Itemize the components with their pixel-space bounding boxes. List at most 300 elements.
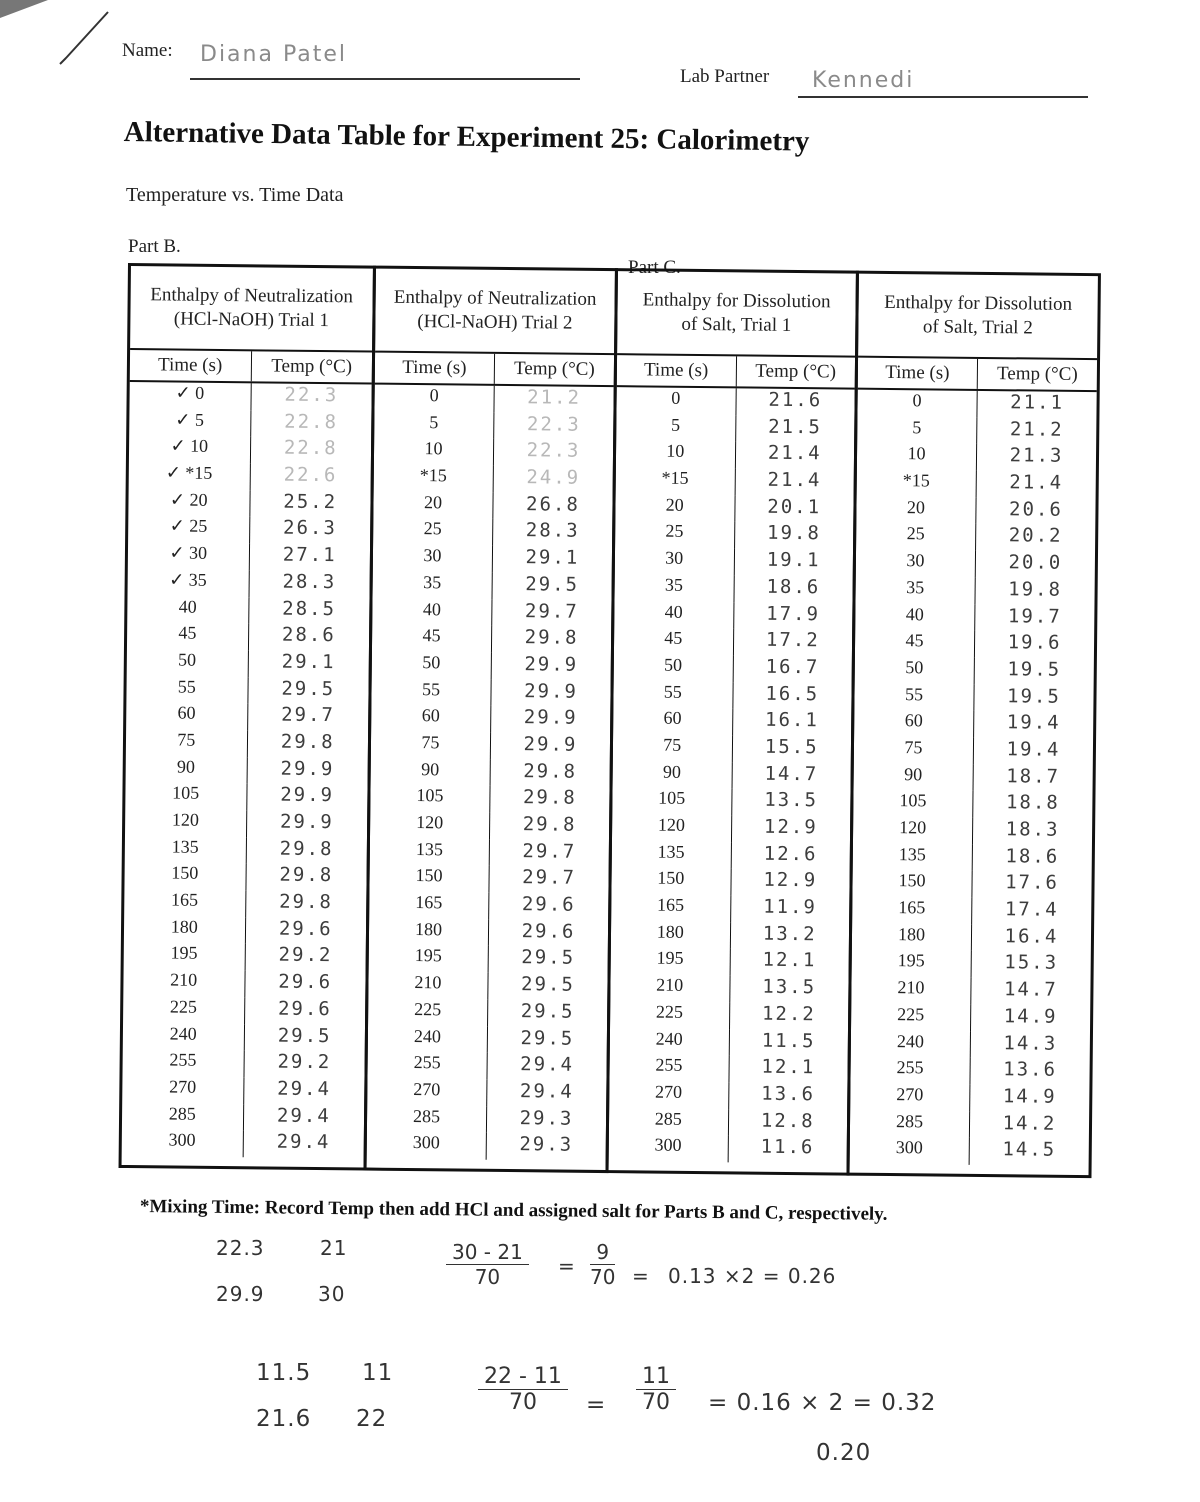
work-value: 11.5 xyxy=(256,1360,312,1386)
table-row xyxy=(854,683,1093,712)
temp-cell: 18.3 xyxy=(1005,818,1060,841)
table-row xyxy=(371,732,610,761)
temp-cell: 21.4 xyxy=(1009,471,1064,494)
temp-cell: 21.5 xyxy=(768,415,823,438)
table-row xyxy=(857,470,1096,499)
table-row xyxy=(853,790,1092,819)
table-row xyxy=(613,707,851,736)
temp-cell: 19.8 xyxy=(1008,578,1063,601)
temp-cell: 22.3 xyxy=(526,439,581,463)
temp-cell: 18.7 xyxy=(1006,764,1061,788)
table-row xyxy=(609,1134,847,1163)
temp-cell: 14.5 xyxy=(1002,1138,1057,1162)
table-row xyxy=(616,440,854,469)
temp-cell: 18.6 xyxy=(1005,844,1060,868)
time-cell: 90 xyxy=(613,761,733,789)
time-cell: 150 xyxy=(852,870,972,898)
name-value: Diana Patel xyxy=(200,42,347,67)
time-cell: 210 xyxy=(368,972,488,1000)
table-row xyxy=(614,574,852,603)
time-cell: 195 xyxy=(369,945,489,973)
temp-cell: 13.6 xyxy=(1003,1058,1058,1081)
temp-cell: 12.8 xyxy=(760,1109,815,1132)
temp-cell: 29.7 xyxy=(522,839,577,863)
time-cell: 285 xyxy=(367,1105,487,1133)
time-cell: 150 xyxy=(124,862,246,890)
table-row xyxy=(371,758,610,787)
table-row xyxy=(851,1003,1090,1032)
table-row xyxy=(128,489,370,518)
time-cell: 60 xyxy=(126,702,248,730)
work-equals: = xyxy=(632,1264,650,1288)
time-cell: 50 xyxy=(372,651,492,679)
scan-corner-mark xyxy=(0,0,48,18)
table-row xyxy=(122,1129,364,1158)
temp-cell: 29.4 xyxy=(277,1077,332,1101)
temp-cell: 16.1 xyxy=(764,708,819,732)
temp-cell: 19.1 xyxy=(766,548,821,572)
table-row xyxy=(856,550,1095,579)
temp-cell: 19.6 xyxy=(1007,631,1062,654)
table-row xyxy=(616,414,854,443)
time-cell: 5 xyxy=(374,411,494,439)
time-cell: 240 xyxy=(123,1022,245,1050)
temp-cell: 29.9 xyxy=(279,810,334,834)
work-fraction: $\frac{9}{70}$ xyxy=(590,1240,616,1289)
table-row xyxy=(611,921,849,950)
time-cell: 35 xyxy=(373,571,493,599)
time-cell: ✓ 0 xyxy=(129,382,251,410)
table-row xyxy=(125,782,367,811)
time-cell: 0 xyxy=(857,390,977,418)
work-value: 22.3 xyxy=(216,1236,265,1260)
time-cell: 135 xyxy=(370,838,490,866)
time-column-header: Time (s) xyxy=(375,353,495,384)
time-column-header: Time (s) xyxy=(130,350,252,381)
table-row xyxy=(126,756,368,785)
table-row xyxy=(612,787,850,816)
time-cell: 300 xyxy=(122,1129,244,1157)
temp-cell: 19.8 xyxy=(766,522,821,545)
time-cell: *15 xyxy=(857,470,977,498)
table-row xyxy=(126,729,368,758)
table-row xyxy=(852,923,1091,952)
time-cell: 180 xyxy=(852,923,972,951)
table-row xyxy=(368,1025,607,1054)
temp-cell: 29.4 xyxy=(520,1053,575,1076)
temp-cell: 22.3 xyxy=(526,412,581,436)
table-row xyxy=(851,1030,1090,1059)
table-row xyxy=(123,969,365,998)
temp-cell: 29.7 xyxy=(524,599,579,623)
table-row xyxy=(853,843,1092,872)
table-heading: Enthalpy of Neutralization (HCl-NaOH) Trial 1 xyxy=(130,266,373,353)
time-cell: 255 xyxy=(367,1052,487,1080)
mixing-time-note: *Mixing Time: Record Temp then add HCl and assigned salt for Parts B and C, respectively. xyxy=(139,1196,888,1225)
time-cell: 105 xyxy=(853,790,973,818)
temp-cell: 29.4 xyxy=(519,1080,574,1103)
time-cell: 40 xyxy=(127,596,249,624)
time-cell: 240 xyxy=(368,1025,488,1053)
table-row xyxy=(124,942,366,971)
table-row xyxy=(126,702,368,731)
temp-cell: 14.3 xyxy=(1003,1031,1058,1055)
table-row xyxy=(124,862,366,891)
page-subtitle: Temperature vs. Time Data xyxy=(126,184,344,206)
temp-cell: 29.8 xyxy=(522,813,577,836)
time-cell: 165 xyxy=(124,889,246,917)
time-cell: 50 xyxy=(614,654,734,682)
time-column-header: Time (s) xyxy=(617,355,737,386)
time-cell: 195 xyxy=(124,942,246,970)
temp-cell: 21.4 xyxy=(767,468,822,492)
table-row xyxy=(855,603,1094,632)
temp-cell: 22.6 xyxy=(283,463,338,487)
time-cell: 50 xyxy=(855,657,975,685)
temp-cell: 19.4 xyxy=(1006,738,1061,761)
temp-cell: 29.5 xyxy=(520,973,575,996)
time-cell: 180 xyxy=(611,921,731,949)
page-title: Alternative Data Table for Experiment 25: Calorimetry xyxy=(123,116,810,158)
time-cell: ✓ 35 xyxy=(128,569,250,597)
table-row xyxy=(609,1108,847,1137)
time-cell: 0 xyxy=(374,385,494,413)
table-row xyxy=(368,972,607,1001)
table-row xyxy=(126,676,368,705)
temp-cell: 26.8 xyxy=(525,492,580,516)
time-cell: 135 xyxy=(125,836,247,864)
table-row xyxy=(611,948,849,977)
table-row xyxy=(129,462,371,491)
time-cell: 10 xyxy=(616,440,736,468)
table-row xyxy=(123,1022,365,1051)
time-cell: 45 xyxy=(127,622,249,650)
temp-cell: 21.2 xyxy=(1009,417,1064,441)
table-row xyxy=(370,812,609,841)
time-cell: 35 xyxy=(614,574,734,602)
table-row xyxy=(614,654,852,683)
temp-cell: 21.3 xyxy=(1009,444,1064,468)
time-cell: 150 xyxy=(369,865,489,893)
temp-cell: 13.5 xyxy=(762,975,817,999)
table-row xyxy=(374,465,613,494)
temp-column-header: Temp (°C) xyxy=(513,358,595,380)
table-row xyxy=(367,1052,606,1081)
table-row xyxy=(615,547,853,576)
temp-cell: 17.6 xyxy=(1005,871,1060,895)
table-row xyxy=(613,681,851,710)
table-row xyxy=(369,945,608,974)
time-cell: 75 xyxy=(126,729,248,757)
table-row xyxy=(616,387,854,416)
table-row xyxy=(853,817,1092,846)
work-value: 21.6 xyxy=(256,1406,312,1432)
temp-column-header: Temp (°C) xyxy=(996,363,1078,385)
time-cell: 90 xyxy=(126,756,248,784)
time-cell: 225 xyxy=(123,996,245,1024)
temp-cell: 29.8 xyxy=(279,863,334,887)
temp-cell: 29.8 xyxy=(524,626,579,649)
lab-partner-underline xyxy=(798,96,1088,98)
temp-cell: 12.1 xyxy=(762,949,817,972)
work-result: 0.20 xyxy=(816,1440,872,1466)
time-cell: 20 xyxy=(615,494,735,522)
temp-cell: 29.3 xyxy=(519,1106,574,1130)
temp-cell: 29.9 xyxy=(523,706,578,729)
table-row xyxy=(611,867,849,896)
time-cell: 30 xyxy=(856,550,976,578)
temp-cell: 16.5 xyxy=(765,682,820,705)
table-row xyxy=(129,409,371,438)
lab-partner-label: Lab Partner xyxy=(680,66,770,87)
table-row xyxy=(613,761,851,790)
time-cell: 120 xyxy=(853,817,973,845)
temp-cell: 18.6 xyxy=(766,575,821,599)
temp-cell: 29.1 xyxy=(525,546,580,569)
time-cell: 255 xyxy=(609,1054,729,1082)
time-cell: ✓ 30 xyxy=(128,542,250,570)
lab-partner-value: Kennedi xyxy=(812,68,915,93)
temp-cell: 29.4 xyxy=(276,1130,331,1154)
table-row xyxy=(367,1132,606,1161)
table-heading: Enthalpy for Dissolution of Salt, Trial 2 xyxy=(858,274,1098,360)
time-cell: 165 xyxy=(369,892,489,920)
time-cell: 120 xyxy=(125,809,247,837)
time-cell: 270 xyxy=(367,1078,487,1106)
work-result: 0.13 ×2 = 0.26 xyxy=(668,1264,837,1288)
temp-cell: 17.2 xyxy=(765,628,820,652)
temp-cell: 22.8 xyxy=(284,410,339,433)
name-underline xyxy=(190,78,580,80)
time-cell: 55 xyxy=(126,676,248,704)
time-cell: 225 xyxy=(610,1001,730,1029)
time-cell: 255 xyxy=(850,1057,970,1085)
table-row xyxy=(856,523,1095,552)
table-row xyxy=(609,1054,847,1083)
time-cell: 25 xyxy=(856,523,976,551)
temp-cell: 22.8 xyxy=(283,437,338,460)
table-row xyxy=(369,918,608,947)
temp-cell: 29.5 xyxy=(281,677,336,700)
time-cell: 40 xyxy=(372,598,492,626)
table-row xyxy=(373,491,612,520)
temp-cell: 27.1 xyxy=(282,543,337,567)
time-cell: 120 xyxy=(370,812,490,840)
table-row xyxy=(857,416,1096,445)
table-row xyxy=(373,545,612,574)
work-equals: = xyxy=(586,1392,607,1418)
temp-cell: 21.6 xyxy=(768,388,823,412)
temp-cell: 29.8 xyxy=(279,837,334,860)
work-value: 11 xyxy=(362,1360,394,1386)
table-row xyxy=(371,678,610,707)
temp-cell: 29.3 xyxy=(519,1133,574,1156)
time-cell: 255 xyxy=(122,1049,244,1077)
time-cell: 180 xyxy=(124,916,246,944)
temp-cell: 19.5 xyxy=(1007,684,1062,708)
work-result: = 0.16 × 2 = 0.32 xyxy=(708,1390,937,1416)
temp-cell: 14.9 xyxy=(1003,1005,1058,1028)
temp-cell: 18.8 xyxy=(1005,791,1060,815)
temp-cell: 12.9 xyxy=(763,869,818,892)
data-table xyxy=(119,263,1104,1178)
time-cell: 270 xyxy=(122,1076,244,1104)
temp-cell: 29.5 xyxy=(520,999,575,1023)
table-row xyxy=(371,705,610,734)
time-cell: 25 xyxy=(373,518,493,546)
table-row xyxy=(372,625,611,654)
table-row xyxy=(369,892,608,921)
temp-cell: 12.9 xyxy=(763,815,818,839)
time-cell: 75 xyxy=(613,734,733,762)
table-row xyxy=(614,601,852,630)
work-value: 22 xyxy=(356,1406,388,1432)
temp-cell: 19.4 xyxy=(1006,711,1061,735)
table-row xyxy=(610,974,848,1003)
check-mark-icon xyxy=(58,8,114,68)
temp-cell: 29.9 xyxy=(280,783,335,807)
table-row xyxy=(124,889,366,918)
table-row xyxy=(609,1081,847,1110)
temp-cell: 28.3 xyxy=(282,570,337,594)
table-row xyxy=(373,518,612,547)
work-value: 30 xyxy=(318,1282,346,1306)
time-cell: 195 xyxy=(611,948,731,976)
time-column-header: Time (s) xyxy=(858,358,978,389)
table-row xyxy=(854,763,1093,792)
temp-cell: 28.5 xyxy=(282,597,337,620)
table-row xyxy=(127,596,369,625)
temp-cell: 29.6 xyxy=(521,893,576,916)
temp-cell: 12.2 xyxy=(761,1002,816,1026)
temp-cell: 14.2 xyxy=(1002,1111,1057,1135)
table-row xyxy=(122,1049,364,1078)
time-cell: 35 xyxy=(855,576,975,604)
table-dissolution-trial-1 xyxy=(605,268,858,1176)
time-cell: 135 xyxy=(612,841,732,869)
table-row xyxy=(129,435,371,464)
table-row xyxy=(370,838,609,867)
table-row xyxy=(857,390,1096,419)
time-cell: 60 xyxy=(854,710,974,738)
time-cell: 105 xyxy=(125,782,247,810)
time-cell: 90 xyxy=(371,758,491,786)
temp-cell: 15.3 xyxy=(1004,951,1059,975)
temp-cell: 29.8 xyxy=(280,730,335,754)
temp-cell: 21.2 xyxy=(527,386,582,409)
time-cell: 30 xyxy=(615,547,735,575)
time-cell: 45 xyxy=(372,625,492,653)
temp-cell: 12.6 xyxy=(763,842,818,865)
table-row xyxy=(369,865,608,894)
table-row xyxy=(129,382,371,411)
temp-cell: 29.6 xyxy=(278,970,333,994)
table-row xyxy=(372,651,611,680)
time-cell: 75 xyxy=(854,737,974,765)
temp-cell: 16.4 xyxy=(1004,924,1059,948)
temp-cell: 29.5 xyxy=(521,946,576,970)
time-cell: 210 xyxy=(851,977,971,1005)
table-row xyxy=(857,443,1096,472)
time-cell: 55 xyxy=(371,678,491,706)
time-cell: 300 xyxy=(850,1137,970,1165)
temp-cell: 14.9 xyxy=(1002,1085,1057,1108)
table-row xyxy=(855,630,1094,659)
temp-cell: 12.1 xyxy=(761,1055,816,1079)
time-cell: 285 xyxy=(609,1108,729,1136)
work-value: 21 xyxy=(320,1236,348,1260)
time-cell: 5 xyxy=(857,416,977,444)
temp-cell: 25.2 xyxy=(283,490,338,513)
temp-cell: 29.4 xyxy=(276,1104,331,1127)
time-cell: ✓ 25 xyxy=(128,515,250,543)
temp-cell: 29.2 xyxy=(278,944,333,967)
temp-cell: 20.6 xyxy=(1008,497,1063,521)
temp-cell: 11.9 xyxy=(763,895,818,919)
table-dissolution-trial-2 xyxy=(846,271,1100,1179)
time-cell: 20 xyxy=(856,496,976,524)
time-cell: *15 xyxy=(374,465,494,493)
temp-column-header: Temp (°C) xyxy=(271,355,353,378)
time-cell: 210 xyxy=(610,974,730,1002)
table-heading: Enthalpy of Neutralization (HCl-NaOH) Trial 2 xyxy=(375,269,615,355)
time-cell: ✓ 5 xyxy=(129,409,251,437)
time-cell: 55 xyxy=(854,683,974,711)
time-cell: 225 xyxy=(851,1003,971,1031)
temp-cell: 29.8 xyxy=(279,890,334,914)
table-row xyxy=(852,870,1091,899)
table-row xyxy=(122,1076,364,1105)
time-cell: 105 xyxy=(370,785,490,813)
time-cell: 225 xyxy=(368,998,488,1026)
temp-cell: 13.6 xyxy=(761,1082,816,1106)
table-row xyxy=(855,657,1094,686)
temp-cell: 29.2 xyxy=(277,1050,332,1074)
table-row xyxy=(852,950,1091,979)
time-cell: 45 xyxy=(614,627,734,655)
table-row xyxy=(616,467,854,496)
temp-cell: 29.6 xyxy=(278,917,333,940)
time-cell: 60 xyxy=(371,705,491,733)
temp-cell: 29.7 xyxy=(522,866,577,890)
time-cell: 300 xyxy=(367,1132,487,1160)
temp-cell: 29.6 xyxy=(277,997,332,1020)
time-cell: 165 xyxy=(852,897,972,925)
time-cell: 270 xyxy=(609,1081,729,1109)
table-row xyxy=(851,977,1090,1006)
table-row xyxy=(374,385,613,414)
table-row xyxy=(122,1103,364,1132)
time-cell: 240 xyxy=(851,1030,971,1058)
temp-cell: 16.7 xyxy=(765,655,820,679)
table-row xyxy=(127,649,369,678)
temp-cell: 29.7 xyxy=(281,703,336,727)
name-label: Name: xyxy=(122,40,173,61)
temp-cell: 29.9 xyxy=(523,733,578,756)
temp-cell: 19.7 xyxy=(1007,604,1062,628)
time-cell: 195 xyxy=(852,950,972,978)
time-cell: 0 xyxy=(616,387,736,415)
part-b-label: Part B. xyxy=(128,236,181,257)
table-row xyxy=(850,1057,1089,1086)
temp-cell: 29.5 xyxy=(277,1024,332,1047)
work-value: 29.9 xyxy=(216,1282,265,1306)
time-cell: 60 xyxy=(613,707,733,735)
temp-cell: 13.2 xyxy=(762,922,817,945)
temp-cell: 21.4 xyxy=(767,442,822,465)
work-fraction: $\frac{30 - 21}{70}$ xyxy=(446,1240,529,1289)
temp-cell: 20.2 xyxy=(1008,524,1063,548)
